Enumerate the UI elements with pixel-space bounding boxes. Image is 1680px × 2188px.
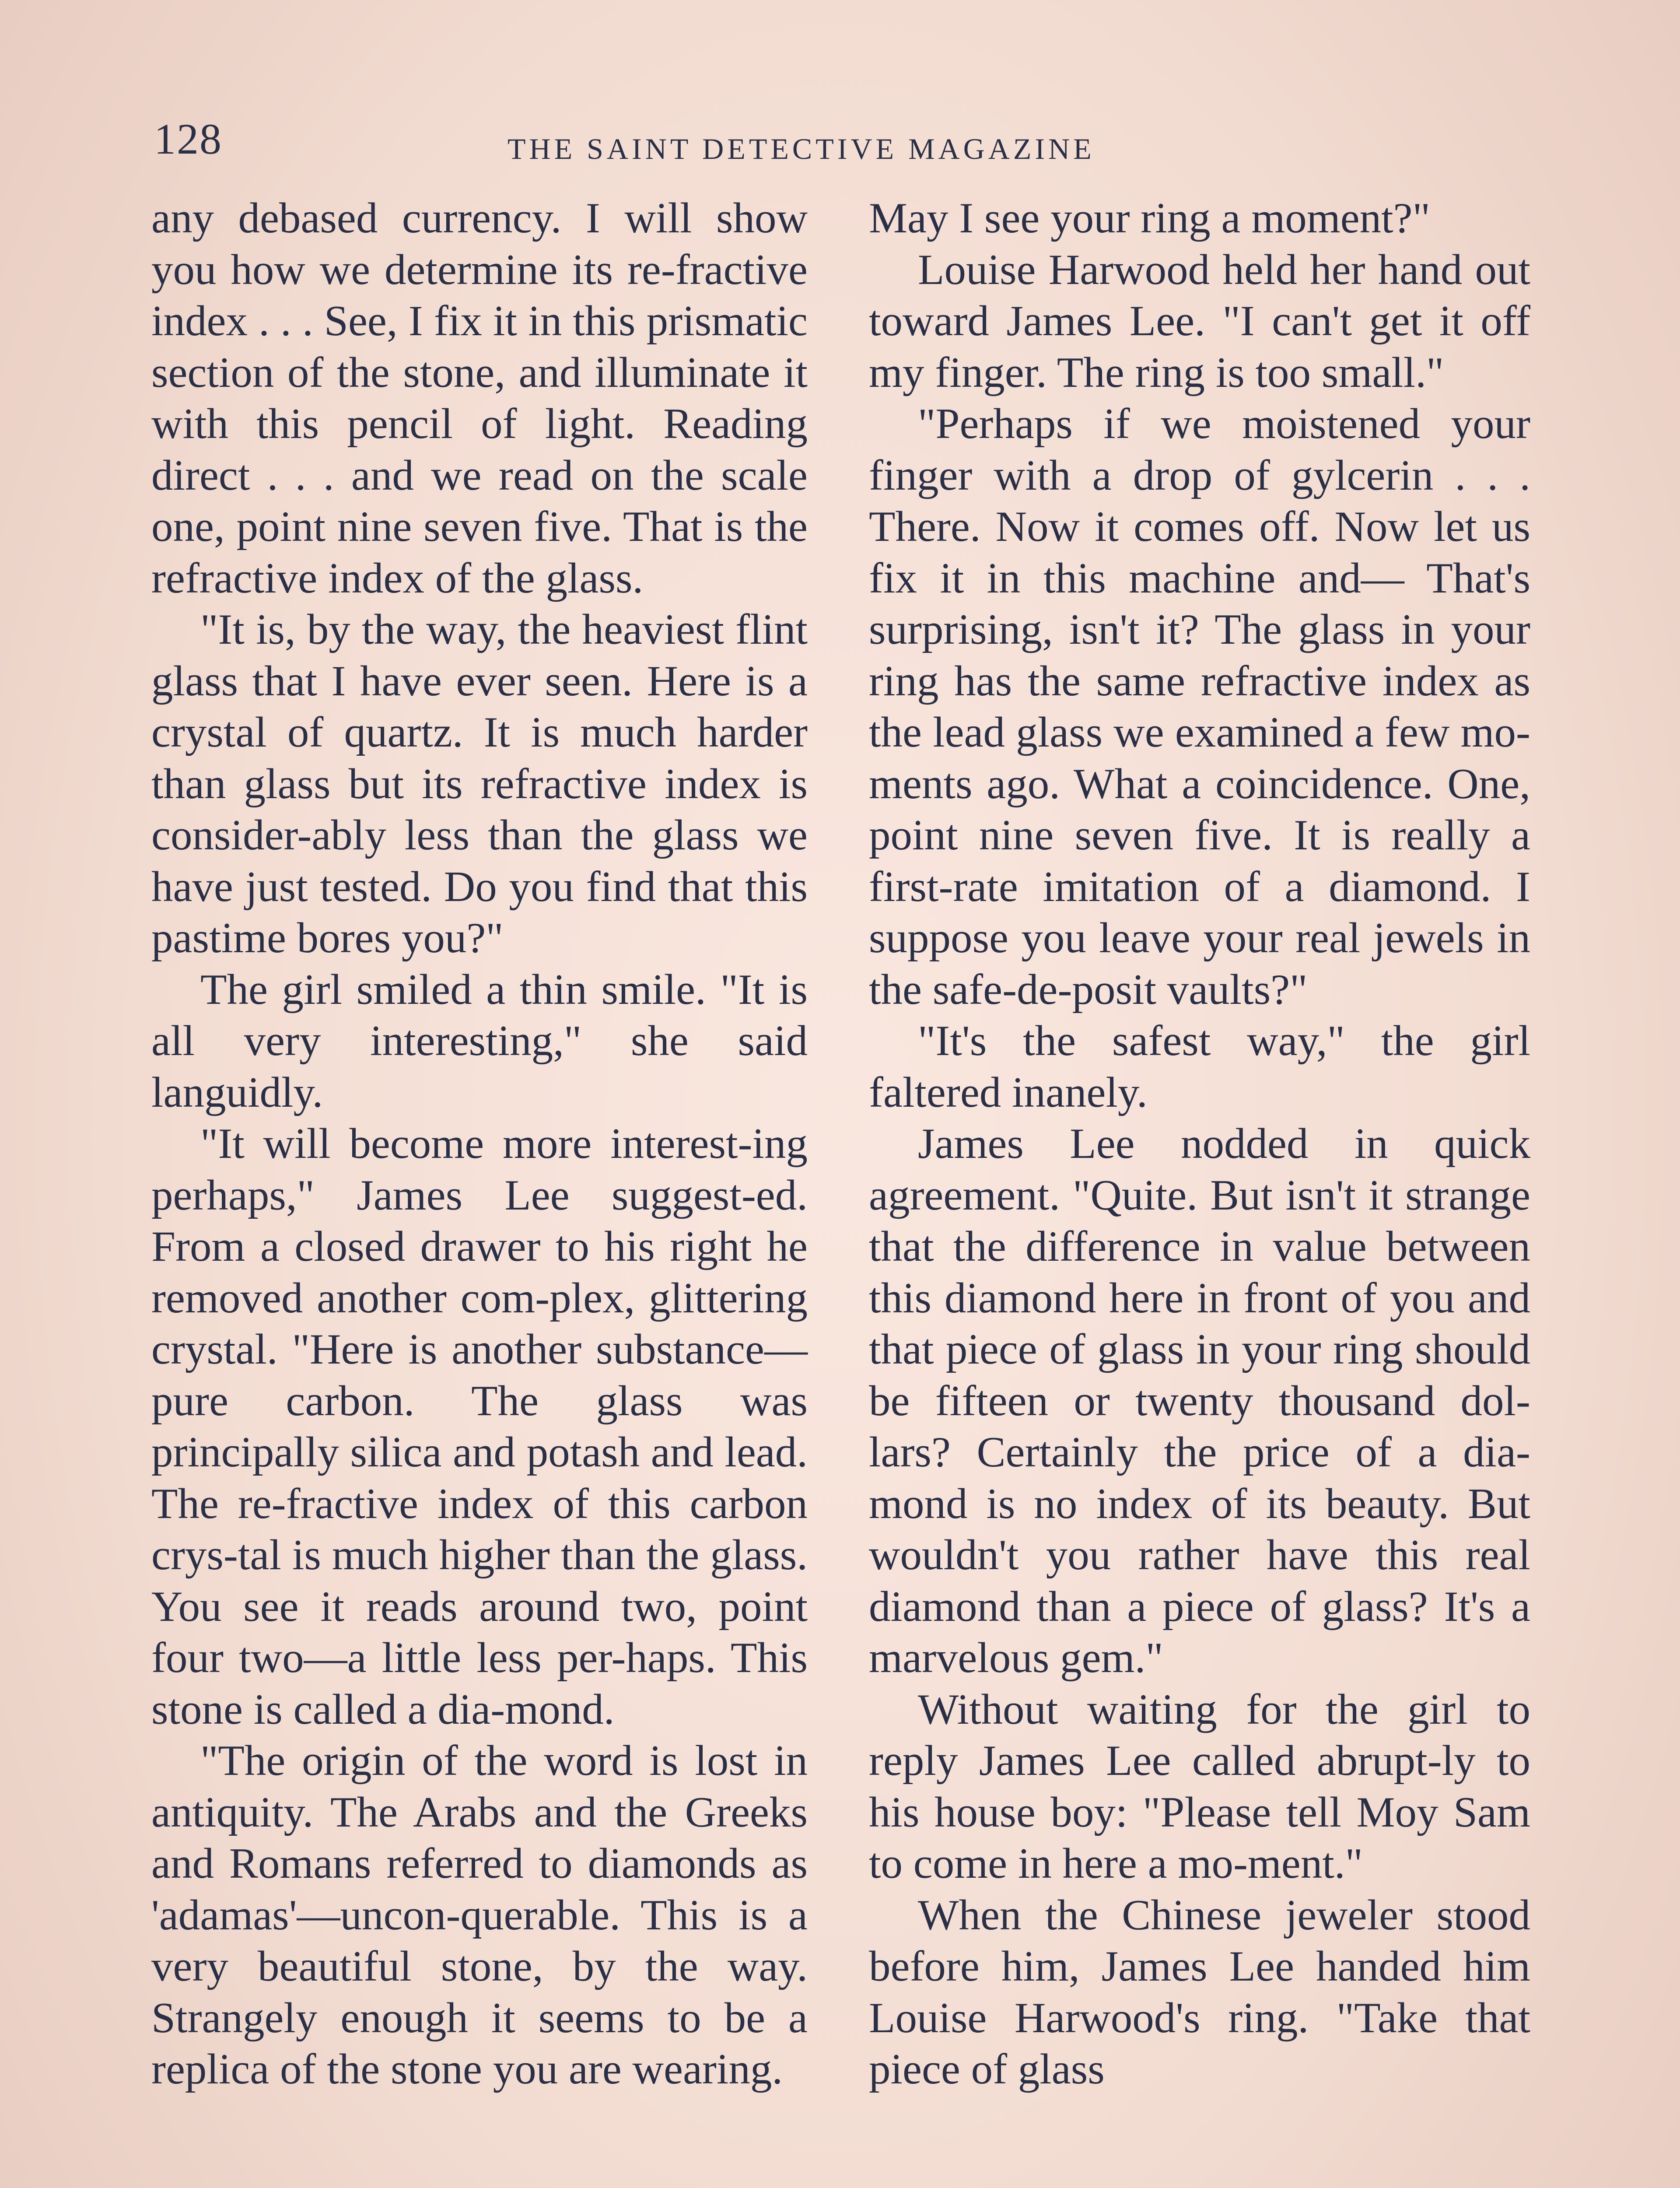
paragraph: Without waiting for the girl to reply James Lee called abrupt-ly to his house boy: "Please tell Moy Sam to come in here a mo-ment." — [869, 1685, 1530, 1887]
paragraph: "It's the safest way," the girl faltered inanely. — [869, 1017, 1530, 1116]
paragraph: "Perhaps if we moistened your finger with a drop of gylcerin . . . There. Now it comes off. Now let us fix it in this machine and— That's surprising, isn't it? The glass in your ring has the same refractive index as the lead glass we examined a few mo-ments ago. What a coincidence. One, point nine seven five. It is really a first-rate imitation of a diamond. I suppose you leave your real jewels in the safe-de-posit vaults?" — [869, 400, 1530, 1013]
paragraph: "It will become more interest-ing perhaps," James Lee suggest-ed. From a closed drawer to his right he removed another com-plex, glittering crystal. "Here is another substance—pure carbon. The glass was principally silica and potash and lead. The re-fractive index of this carbon crys-tal is much higher than the glass. You see it reads around two, point four two—a little less per-haps. This stone is called a dia-mond. — [151, 1120, 808, 1733]
paragraph: "It is, by the way, the heaviest flint glass that I have ever seen. Here is a crystal of quartz. It is much harder than glass but its refractive index is consider-ably less than the glass we have just tested. Do you find that this pastime bores you?" — [151, 606, 808, 962]
paragraph: "The origin of the word is lost in antiquity. The Arabs and the Greeks and Romans referred to diamonds as 'adamas'—uncon-querable. This is a very beautiful stone, by the way. Strangely enough it seems to be a replica of the stone you are wearing. — [151, 1737, 808, 2093]
left-column — [151, 193, 808, 2095]
paragraph: Louise Harwood held her hand out toward James Lee. "I can't get it off my finger. The ring is too small." — [869, 245, 1530, 396]
paragraph: When the Chinese jeweler stood before him, James Lee handed him Louise Harwood's ring. "Take that piece of glass — [869, 1891, 1530, 2093]
paragraph: James Lee nodded in quick agreement. "Quite. But isn't it strange that the difference in value between this diamond here in front of you and that piece of glass in your ring should be fifteen or twenty thousand dol-lars? Certainly the price of a dia-mond is no index of its beauty. But wouldn't you rather have this real diamond than a piece of glass? It's a marvelous gem." — [869, 1120, 1530, 1682]
paragraph: any debased currency. I will show you how we determine its re-fractive index . . . See, I fix it in this prismatic section of the stone, and illuminate it with this pencil of light. Reading direct . . . and we read on the scale one, point nine seven five. That is the refractive index of the glass. — [151, 194, 808, 602]
running-head: THE SAINT DETECTIVE MAGAZINE — [508, 132, 1095, 165]
right-column — [869, 193, 1530, 2095]
paragraph: May I see your ring a moment?" — [869, 194, 1431, 242]
page-number: 128 — [154, 115, 222, 163]
paragraph: The girl smiled a thin smile. "It is all very interesting," she said languidly. — [151, 965, 808, 1116]
